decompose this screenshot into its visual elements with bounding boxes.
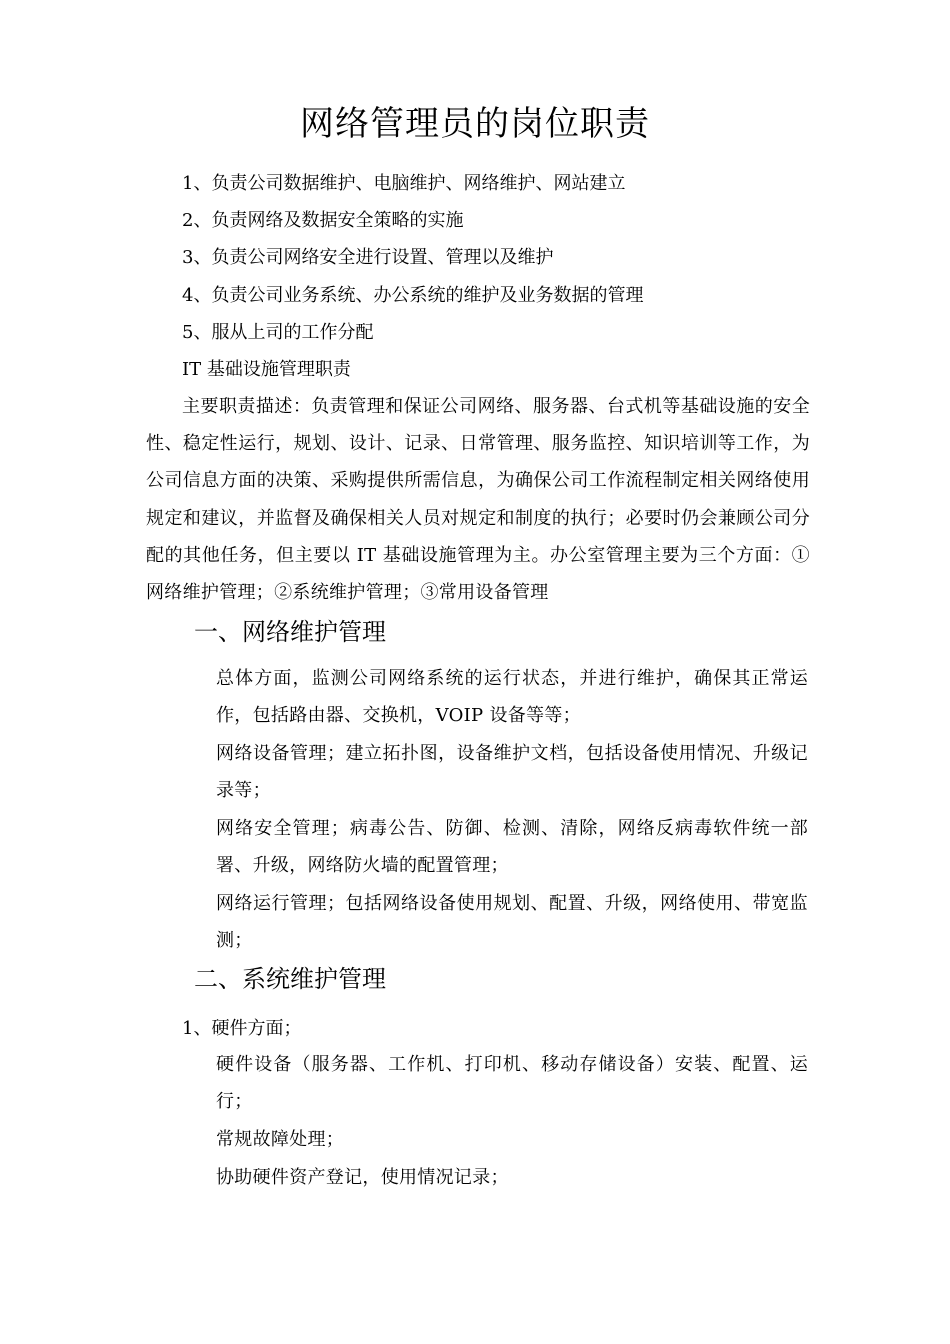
section-heading-system: 二、系统维护管理: [194, 965, 386, 993]
duty-item: 2、负责网络及数据安全策略的实施: [182, 210, 464, 231]
network-item: 网络安全管理；病毒公告、防御、检测、清除，网络反病毒软件统一部署、升级，网络防火墙的配置管理；: [216, 818, 808, 876]
description-paragraph: 主要职责描述：负责管理和保证公司网络、服务器、台式机等基础设施的安全性、稳定性运行，规划、设计、记录、日常管理、服务监控、知识培训等工作，为公司信息方面的决策、采购提供所需信息，为确保公司工作流程制定相关网络使用规定和建议，并监督及确保相关人员对规定和制度的执行；必要时仍会兼顾公司分配的其他任务，但主要以 IT 基础设施管理为主。办公室管理主要为三个方面：①网络维护管理；②系统维护管理；③常用设备管理: [146, 396, 810, 604]
hardware-item: 协助硬件资产登记，使用情况记录；: [216, 1167, 509, 1188]
document-title: 网络管理员的岗位职责: [300, 104, 650, 144]
hardware-item: 常规故障处理；: [216, 1129, 345, 1150]
network-item: 网络设备管理；建立拓扑图，设备维护文档，包括设备使用情况、升级记录等；: [216, 743, 808, 801]
subtitle: IT 基础设施管理职责: [182, 359, 351, 380]
duty-item: 4、负责公司业务系统、办公系统的维护及业务数据的管理: [182, 285, 644, 306]
duty-item: 3、负责公司网络安全进行设置、管理以及维护: [182, 247, 554, 268]
sub-heading-hardware: 1、硬件方面；: [182, 1018, 302, 1039]
network-item: 总体方面，监测公司网络系统的运行状态，并进行维护，确保其正常运作，包括路由器、交换机，VOIP 设备等等；: [216, 668, 808, 726]
section-heading-network: 一、网络维护管理: [194, 618, 386, 646]
hardware-item: 硬件设备（服务器、工作机、打印机、移动存储设备）安装、配置、运行；: [216, 1054, 808, 1112]
duty-item: 1、负责公司数据维护、电脑维护、网络维护、网站建立: [182, 173, 626, 194]
duty-item: 5、服从上司的工作分配: [182, 322, 374, 343]
network-item: 网络运行管理；包括网络设备使用规划、配置、升级，网络使用、带宽监测；: [216, 893, 808, 951]
